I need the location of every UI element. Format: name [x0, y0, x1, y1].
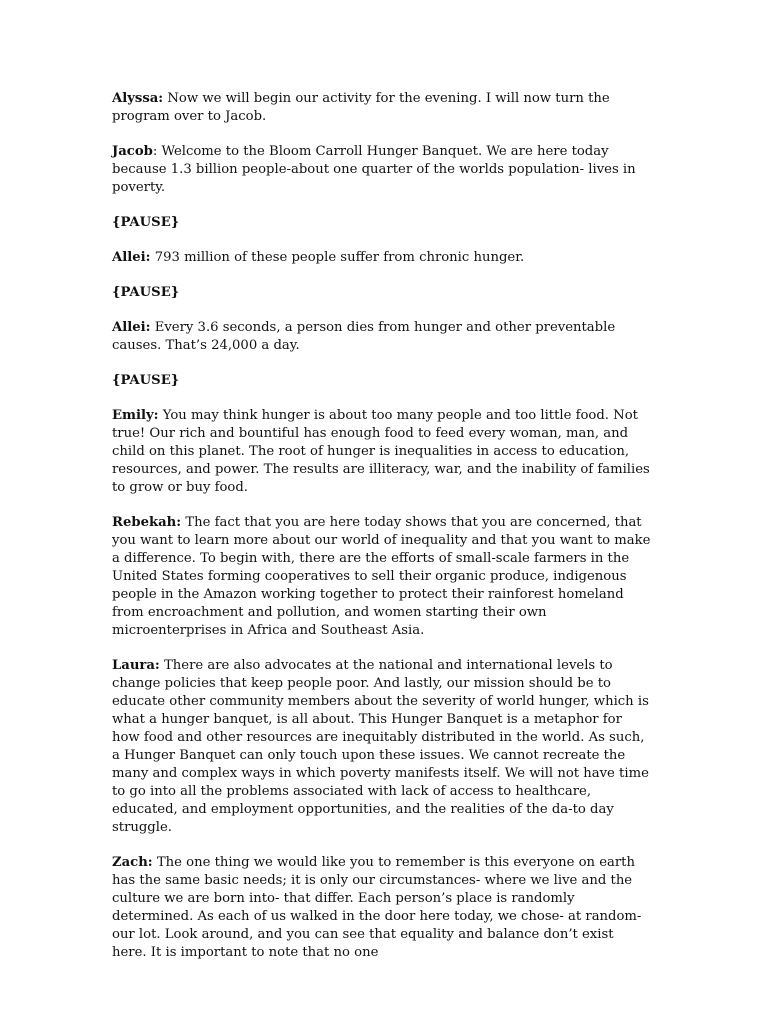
- pause-marker: {PAUSE}: [112, 373, 180, 388]
- dialogue-paragraph-allei: [112, 319, 652, 355]
- dialogue-text: Now we will begin our activity for the evening. I will now turn the program over to Jacob.: [112, 91, 610, 124]
- dialogue-text: The fact that you are here today shows that you are concerned, that you want to learn more about our world of inequality and that you want to make a difference. To begin with, there are the efforts of small-scale farmers in the United States forming cooperatives to sell their organic produce, indigenous people in the Amazon working together to protect their rainforest homeland from encroachment and pollution, and women starting their own microenterprises in Africa and Southeast Asia.: [112, 515, 651, 638]
- pause-marker: {PAUSE}: [112, 285, 180, 300]
- document-page: [112, 90, 652, 979]
- speaker-name: Zach:: [112, 855, 153, 870]
- dialogue-paragraph-rebekah: [112, 514, 652, 640]
- dialogue-paragraph-emily: [112, 407, 652, 497]
- pause-marker: {PAUSE}: [112, 215, 180, 230]
- speaker-name: Rebekah:: [112, 515, 182, 530]
- dialogue-text: 793 million of these people suffer from chronic hunger.: [154, 250, 525, 265]
- dialogue-text: : Welcome to the Bloom Carroll Hunger Banquet. We are here today because 1.3 billion people-about one quarter of the worlds population- lives in poverty.: [112, 144, 636, 195]
- dialogue-text: There are also advocates at the national and international levels to change policies that keep people poor. And lastly, our mission should be to educate other community members about the severity of world hunger, which is what a hunger banquet, is all about. This Hunger Banquet is a metaphor for how food and other resources are inequitably distributed in the world. As such, a Hunger Banquet can only touch upon these issues. We cannot recreate the many and complex ways in which poverty manifests itself. We will not have time to go into all the problems associated with lack of access to healthcare, educated, and employment opportunities, and the realities of the da-to day struggle.: [112, 658, 649, 835]
- dialogue-paragraph-allei: [112, 249, 652, 267]
- dialogue-paragraph-zach: [112, 854, 652, 962]
- dialogue-text: Every 3.6 seconds, a person dies from hunger and other preventable causes. That’s 24,000 a day.: [112, 320, 616, 353]
- dialogue-paragraph-laura: [112, 657, 652, 837]
- speaker-name: Alyssa:: [112, 91, 164, 106]
- dialogue-paragraph-jacob: [112, 143, 652, 197]
- speaker-name: Laura:: [112, 658, 160, 673]
- speaker-name: Jacob: [112, 144, 153, 159]
- speaker-name: Allei:: [112, 250, 151, 265]
- dialogue-text: The one thing we would like you to remember is this everyone on earth has the same basic needs; it is only our circumstances- where we live and the culture we are born into- that differ. Each person’s place is randomly determined. As each of us walked in the door here today, we chose- at random- our lot. Look around, and you can see that equality and balance don’t exist here. It is important to note that no one: [112, 855, 642, 960]
- speaker-name: Allei:: [112, 320, 151, 335]
- dialogue-text: You may think hunger is about too many people and too little food. Not true! Our rich and bountiful has enough food to feed every woman, man, and child on this planet. The root of hunger is inequalities in access to education, resources, and power. The results are illiteracy, war, and the inability of families to grow or buy food.: [112, 408, 650, 495]
- dialogue-paragraph-alyssa: [112, 90, 652, 126]
- speaker-name: Emily:: [112, 408, 159, 423]
